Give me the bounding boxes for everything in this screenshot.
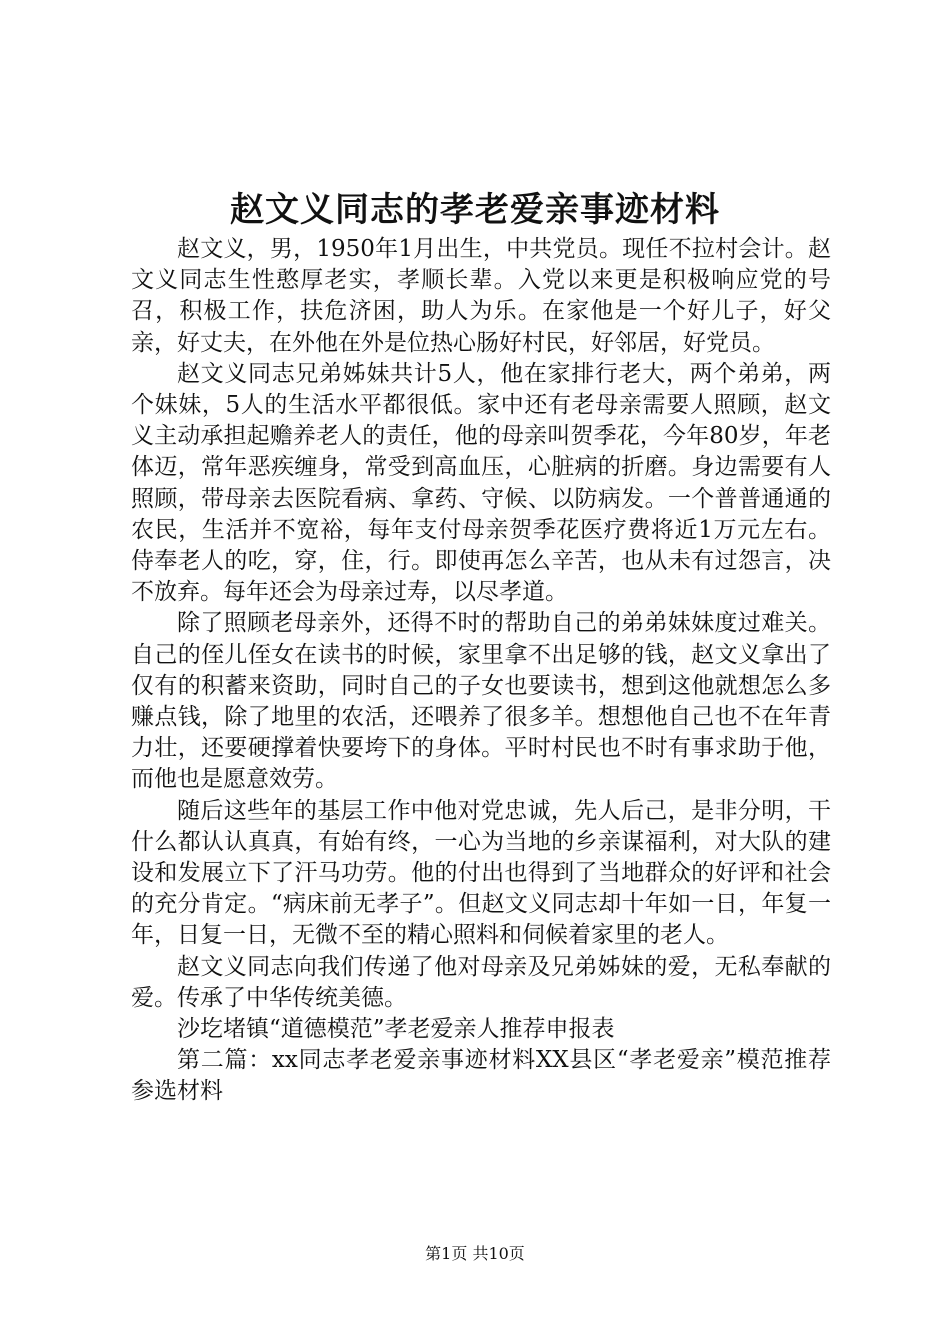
paragraph-6: 沙圪堵镇“道德模范”孝老爱亲人推荐申报表 bbox=[177, 1016, 615, 1043]
paragraph-7: 第二篇：xx同志孝老爱亲事迹材料XX县区“孝老爱亲”模范推荐参选材料 bbox=[131, 1047, 831, 1105]
paragraph-1: 赵文义，男，1950年1月出生，中共党员。现任不拉村会计。赵文义同志生性憨厚老实，孝顺长辈。入党以来更是积极响应党的号召，积极工作，扶危济困，助人为乐。在家他是一个好儿子，好父亲，好丈夫，在外他在外是位热心肠好村民，好邻居，好党员。 bbox=[131, 236, 831, 356]
document-body bbox=[131, 234, 831, 1108]
paragraph-5: 赵文义同志向我们传递了他对母亲及兄弟姊妹的爱，无私奉献的爱。传承了中华传统美德。 bbox=[131, 953, 831, 1011]
page-footer: 第1页 共10页 bbox=[425, 1244, 525, 1263]
paragraph-3: 除了照顾老母亲外，还得不时的帮助自己的弟弟妹妹度过难关。自己的侄儿侄女在读书的时候，家里拿不出足够的钱，赵文义拿出了仅有的积蓄来资助，同时自己的子女也要读书，想到这他就想怎么多赚点钱，除了地里的农活，还喂养了很多羊。想想他自己也不在年青力壮，还要硬撑着快要垮下的身体。平时村民也不时有事求助于他，而他也是愿意效劳。 bbox=[131, 610, 831, 793]
paragraph-2: 赵文义同志兄弟姊妹共计5人，他在家排行老大，两个弟弟，两个妹妹，5人的生活水平都很低。家中还有老母亲需要人照顾，赵文义主动承担起赡养老人的责任，他的母亲叫贺季花，今年80岁，年老体迈，常年恶疾缠身，常受到高血压，心脏病的折磨。身边需要有人照顾，带母亲去医院看病、拿药、守候、以防病发。一个普普通通的农民，生活并不宽裕，每年支付母亲贺季花医疗费将近1万元左右。侍奉老人的吃，穿，住，行。即使再怎么辛苦，也从未有过怨言，决不放弃。每年还会为母亲过寿，以尽孝道。 bbox=[131, 360, 831, 606]
document-title: 赵文义同志的孝老爱亲事迹材料 bbox=[230, 190, 720, 230]
paragraph-4: 随后这些年的基层工作中他对党忠诚，先人后己，是非分明，干什么都认认真真，有始有终，一心为当地的乡亲谋福利，对大队的建设和发展立下了汗马功劳。他的付出也得到了当地群众的好评和社会的充分肯定。“病床前无孝子”。但赵文义同志却十年如一日，年复一年，日复一日，无微不至的精心照料和伺候着家里的老人。 bbox=[131, 797, 831, 949]
